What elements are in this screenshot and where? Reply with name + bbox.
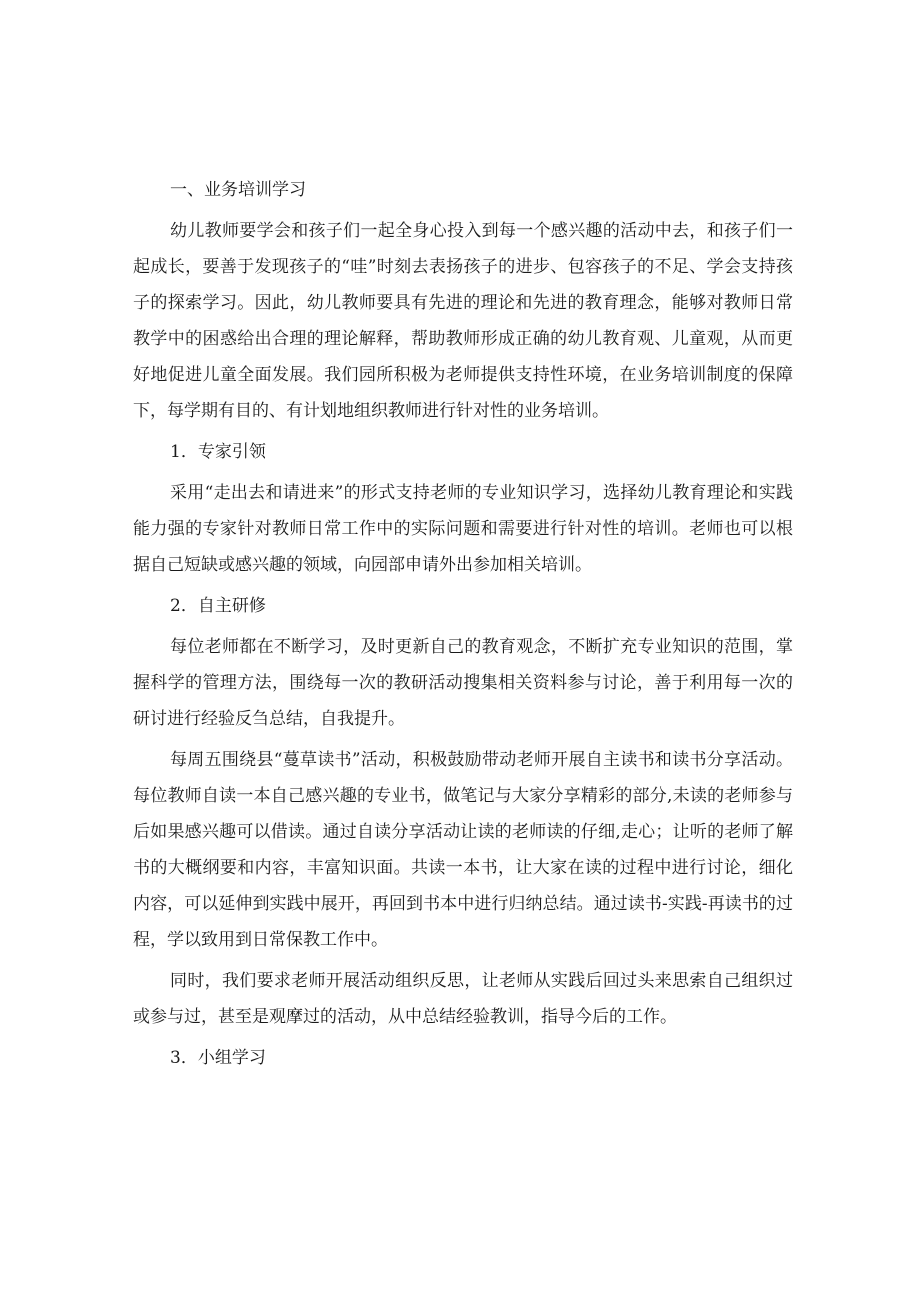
paragraph-self-study: 每位老师都在不断学习，及时更新自己的教育观念，不断扩充专业知识的范围，掌握科学的管理方法，围绕每一次的教研活动搜集相关资料参与讨论，善于利用每一次的研讨进行经验反刍总结，自我提升。 [133, 637, 793, 729]
subsection-heading-group-study: 3．小组学习 [170, 1048, 266, 1068]
section-heading-business-training: 一、业务培训学习 [170, 180, 306, 200]
subsection-heading-expert-guidance: 1．专家引领 [170, 442, 266, 462]
paragraph-intro: 幼儿教师要学会和孩子们一起全身心投入到每一个感兴趣的活动中去，和孩子们一起成长，要善于发现孩子的“哇”时刻去表扬孩子的进步、包容孩子的不足、学会支持孩子的探索学习。因此，幼儿教师要具有先进的理论和先进的教育理念，能够对教师日常教学中的困惑给出合理的理论解释，帮助教师形成正确的幼儿教育观、儿童观，从而更好地促进儿童全面发展。我们园所积极为老师提供支持性环境，在业务培训制度的保障下，每学期有目的、有计划地组织教师进行针对性的业务培训。 [133, 221, 793, 421]
paragraph-expert-guidance: 采用“走出去和请进来”的形式支持老师的专业知识学习，选择幼儿教育理论和实践能力强的专家针对教师日常工作中的实际问题和需要进行针对性的培训。老师也可以根据自己短缺或感兴趣的领域，向园部申请外出参加相关培训。 [133, 483, 793, 575]
subsection-heading-self-study: 2．自主研修 [170, 596, 266, 616]
paragraph-reflection: 同时，我们要求老师开展活动组织反思，让老师从实践后回过头来思索自己组织过或参与过，甚至是观摩过的活动，从中总结经验教训，指导今后的工作。 [133, 971, 793, 1027]
document-body [133, 172, 793, 1081]
paragraph-reading-activity: 每周五围绕县“蔓草读书”活动，积极鼓励带动老师开展自主读书和读书分享活动。每位教师自读一本自己感兴趣的专业书，做笔记与大家分享精彩的部分,未读的老师参与后如果感兴趣可以借读。通过自读分享活动让读的老师读的仔细,走心；让听的老师了解书的大概纲要和内容，丰富知识面。共读一本书，让大家在读的过程中进行讨论，细化内容，可以延伸到实践中展开，再回到书本中进行归纳总结。通过读书-实践-再读书的过程，学以致用到日常保教工作中。 [133, 750, 793, 950]
